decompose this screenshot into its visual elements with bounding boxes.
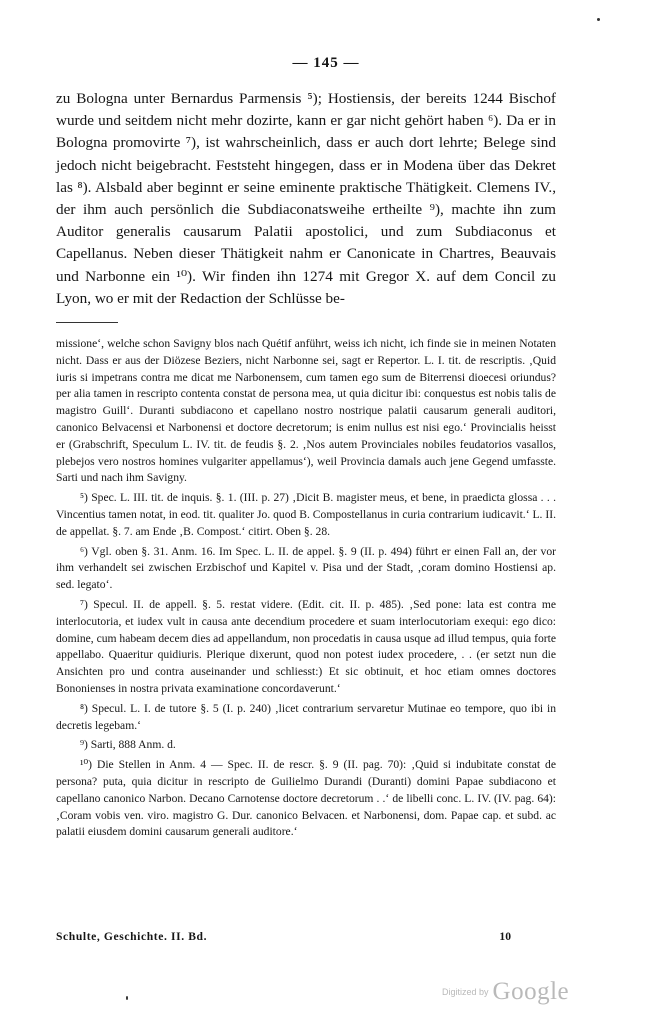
- footnote-continuation: missione‘, welche schon Savigny blos nach Quétif anführt, weiss ich nicht, ich finde sie in meinen Notaten nicht. Dass er aus der Diözese Beziers, nicht Narbonne sei, sagt er Repertor. L. I. tit. de rescriptis. ‚Quid iuris si impetrans contra me dicat me Narbonensem, cum tamen ego sum de Biterrensi dioecesi oriundus? per alia tamen in rescripto contenta constat de persona mea, ut quia dicitur ibi: conquestus est nobis talis de magistro Guill‘. Duranti subdiacono et capellano nostro nostrique palatii causarum generali auditori, canonico Belvacensi et Narbonensi et doctore decretorum; is enim nullus est nisi ego.‘ Provincialis heisst er (Grabschrift, Speculum L. IV. tit. de feudis §. 2. ‚Nos autem Provinciales nobiles feudatorios vasallos, plebejos vero nostros homines vulgariter appellamus‘), weil Provincia damals auch jene Gegend umfasste. Sarti und nach ihm Savigny.: [56, 337, 556, 485]
- google-logo: Google: [492, 978, 570, 1005]
- signature-mark: 10: [499, 930, 511, 943]
- page-footer: [56, 930, 511, 943]
- scan-speck: [597, 18, 600, 21]
- main-text: [56, 88, 556, 310]
- footnote-10: ¹⁰) Die Stellen in Anm. 4 — Spec. II. de rescr. §. 9 (II. pag. 70): ‚Quid si indubitate constat de persona? puta, quia dicitur in rescripto de Guilielmo Durandi (Duranti) domini Papae subdiacono et capellano canonico Narbon. Decano Carnotense doctore decretorum . .‘ de libelli conc. L. IV. (IV. pag. 64): ‚Coram vobis ven. viro. magistro G. Dur. canonico Belvacen. et Narbonensi, dom. Papae cap. et subd. ac palatii eiusdem domini causarum generali auditore.‘: [56, 758, 556, 839]
- footnote-7: ⁷) Specul. II. de appell. §. 5. restat videre. (Edit. cit. II. p. 485). ‚Sed pone: lata est contra me interlocutoria, et iudex vult in causa ante decendium procedere et suam interlocutoriam exequi: ego dico: domine, cum habeam decem dies ad appellandum, non procedatis in causa usque ad illud tempus, quia forte appellabo. Quaeritur quidiuris. Plerique dixerunt, quod non potest iudex procedere, . . (er setzt nun die Ansichten pro und contra auseinander und schliesst:) Et sic obtinuit, et hoc etiam omnes doctores Bononienses in nostra privata examinatione concordaverunt.‘: [56, 597, 556, 695]
- scan-speck: [126, 996, 128, 1000]
- page-number: — 145 —: [292, 55, 360, 71]
- footnote-9: ⁹) Sarti, 888 Anm. d.: [80, 738, 176, 752]
- footnotes: [56, 336, 556, 844]
- footnote-5: ⁵) Spec. L. III. tit. de inquis. §. 1. (III. p. 27) ‚Dicit B. magister meus, et bene, in praedicta glossa . . . Vincentius tamen notat, in eod. tit. qualiter Jo. quod B. Compostellanus in curia contrarium iudicavit.‘ L. II. de appellat. §. 7. am Ende ‚B. Compost.‘ citirt. Oben §. 28.: [56, 491, 556, 538]
- footnote-6: ⁶) Vgl. oben §. 31. Anm. 16. Im Spec. L. II. de appel. §. 9 (II. p. 494) führt er einen Fall an, der vor ihm verhandelt sei zwischen Erzbischof und Kapitel v. Pisa und der Stadt, ‚coram domino Hostiensi ap. sed. legato‘.: [56, 544, 556, 592]
- digitized-watermark: [442, 978, 569, 1006]
- watermark-prefix: Digitized by: [442, 987, 489, 997]
- footnote-8: ⁸) Specul. L. I. de tutore §. 5 (I. p. 240) ‚licet contrarium servaretur Mutinae eo tempore, quo ibi in decretis legebam.‘: [56, 701, 556, 732]
- footnote-divider: [56, 322, 118, 323]
- running-title: Schulte, Geschichte. II. Bd.: [56, 930, 208, 943]
- main-paragraph: zu Bologna unter Bernardus Parmensis ⁵); Hostiensis, der bereits 1244 Bischof wurde und seitdem nicht mehr dozirte, kann er gar nicht gehört haben ⁶). Da er in Bologna promovirte ⁷), ist wahrscheinlich, dass er auch dort lehrte; Belege sind jedoch nicht beigebracht. Feststeht hingegen, dass er in Modena über das Dekret las ⁸). Alsbald aber beginnt er seine eminente praktische Thätigkeit. Clemens IV., der ihm auch persönlich die Subdiaconatsweihe ertheilte ⁹), machte ihn zum Auditor generalis causarum Palatii apostolici, und zum Subdiaconus et Capellanus. Neben dieser Thätigkeit nahm er Canonicate in Chartres, Beauvais und Narbonne ein ¹⁰). Wir finden ihn 1274 mit Gregor X. auf dem Concil zu Lyon, wo er mit der Redaction der Schlüsse be-: [56, 90, 556, 307]
